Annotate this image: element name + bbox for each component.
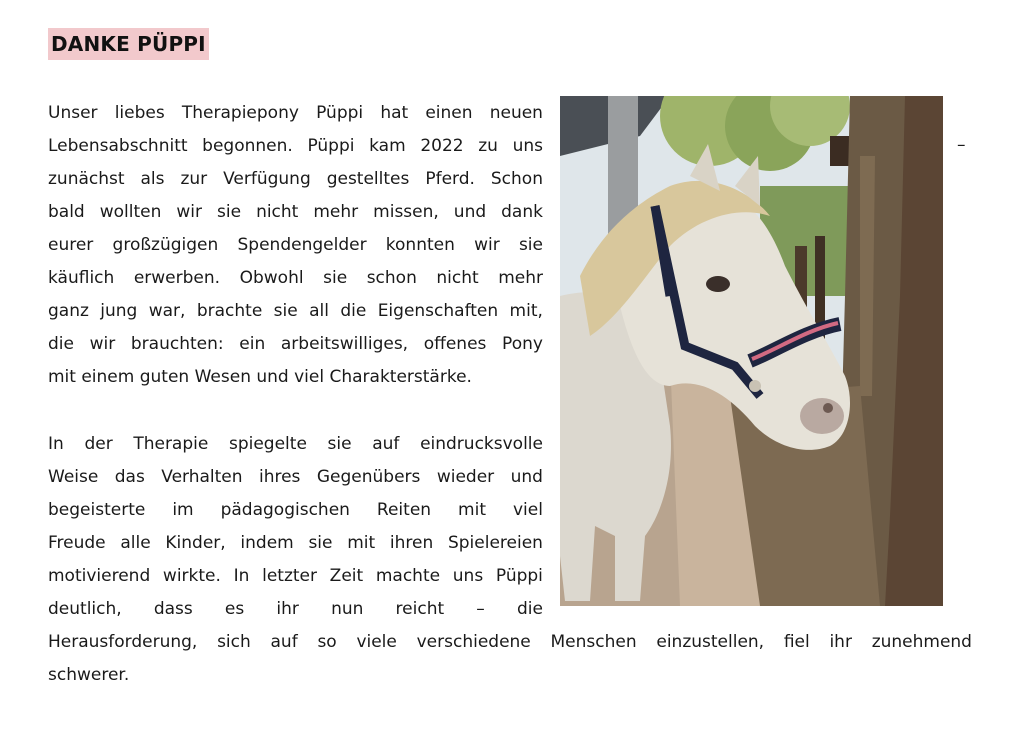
paragraph-line: Herausforderung, sich auf so viele verschiedene Menschen einzustellen, fiel ihr zunehmend [48,632,972,652]
paragraph-line: ganz jung war, brachte sie all die Eigenschaften mit, [48,301,543,321]
paragraph-line: käuflich erwerben. Obwohl sie schon nicht mehr [48,268,543,288]
paragraph-line: eurer großzügigen Spendengelder konnten wir sie [48,235,543,255]
paragraph-line: zunächst als zur Verfügung gestelltes Pferd. Schon [48,169,543,189]
paragraph-line: Freude alle Kinder, indem sie mit ihren Spielereien [48,533,543,553]
paragraph-line: die wir brauchten: ein arbeitswilliges, offenes Pony [48,334,543,354]
paragraph-line: motivierend wirkte. In letzter Zeit machte uns Püppi [48,566,543,586]
paragraph-line: mit einem guten Wesen und viel Charakterstärke. [48,367,472,387]
line-dash: – [957,135,966,155]
paragraph-line: In der Therapie spiegelte sie auf eindrucksvolle [48,434,543,454]
paragraph-line: Unser liebes Therapiepony Püppi hat einen neuen [48,103,543,123]
paragraph-line: schwerer. [48,665,130,685]
paragraph-line: bald wollten wir sie nicht mehr missen, und dank [48,202,543,222]
page-title: DANKE PÜPPI [48,28,209,60]
paragraph-line: Lebensabschnitt begonnen. Püppi kam 2022 zu uns [48,136,543,156]
pony-photo [560,96,943,606]
paragraph-line: deutlich, dass es ihr nun reicht – die [48,599,543,619]
paragraph-line: begeisterte im pädagogischen Reiten mit viel [48,500,543,520]
paragraph-line: Weise das Verhalten ihres Gegenübers wieder und [48,467,543,487]
